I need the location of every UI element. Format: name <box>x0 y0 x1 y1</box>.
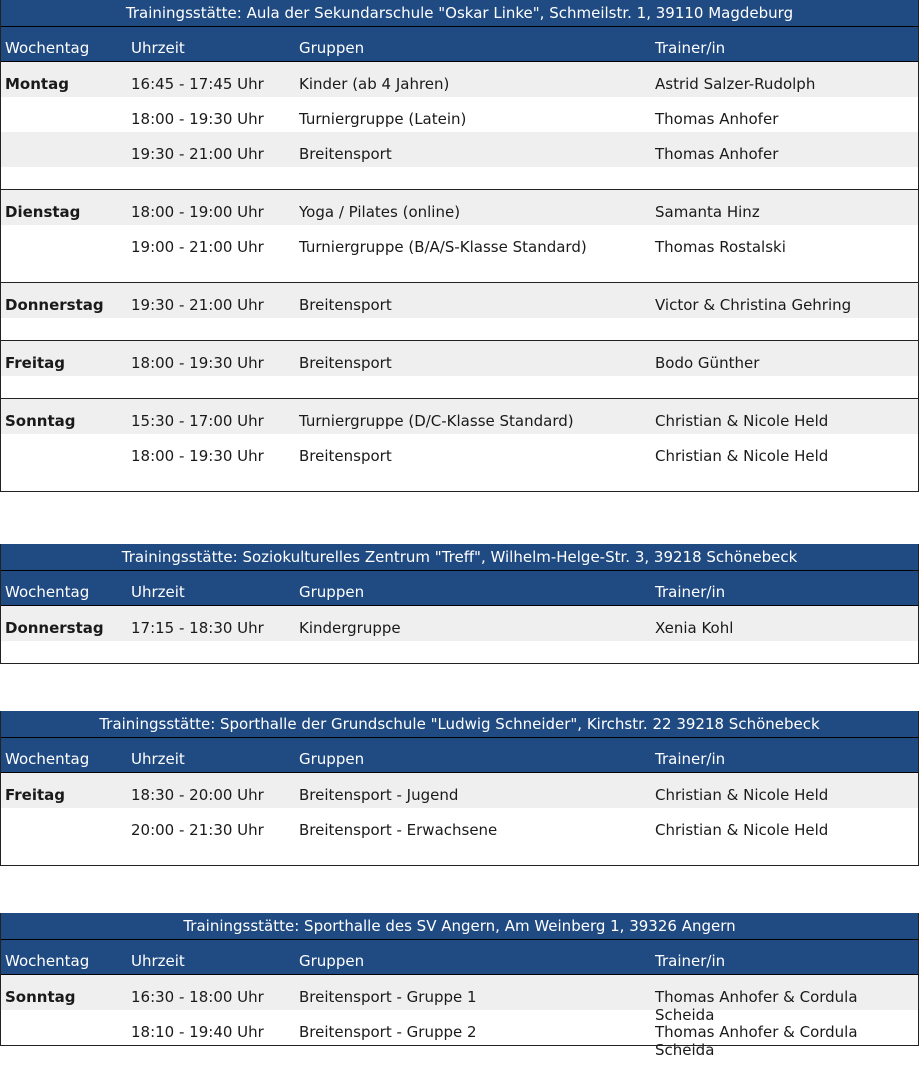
table-row <box>1 606 918 641</box>
row-spacer <box>1 843 918 865</box>
time-cell: 18:30 - 20:00 Uhr <box>131 786 264 804</box>
table-row <box>1 189 918 225</box>
row-spacer <box>1 260 918 282</box>
group-cell: Breitensport - Jugend <box>299 786 459 804</box>
col-time-header: Uhrzeit <box>131 583 185 601</box>
time-cell: 19:30 - 21:00 Uhr <box>131 145 264 163</box>
col-group-header: Gruppen <box>299 952 365 970</box>
table-header <box>1 571 918 606</box>
day-cell: Donnerstag <box>5 296 104 314</box>
trainer-cell: Thomas Anhofer <box>655 145 779 163</box>
time-cell: 15:30 - 17:00 Uhr <box>131 412 264 430</box>
group-cell: Turniergruppe (B/A/S-Klasse Standard) <box>299 238 587 256</box>
group-cell: Yoga / Pilates (online) <box>299 203 461 221</box>
row-spacer <box>1 641 918 663</box>
col-day-header: Wochentag <box>5 39 90 57</box>
day-cell: Dienstag <box>5 203 81 221</box>
table-row <box>1 282 918 318</box>
col-trainer-header: Trainer/in <box>655 39 726 57</box>
trainer-cell: Thomas Rostalski <box>655 238 786 256</box>
col-group-header: Gruppen <box>299 39 365 57</box>
col-time-header: Uhrzeit <box>131 39 185 57</box>
day-cell: Montag <box>5 75 69 93</box>
table-row <box>1 97 918 132</box>
col-time-header: Uhrzeit <box>131 750 185 768</box>
col-trainer-header: Trainer/in <box>655 952 726 970</box>
time-cell: 18:00 - 19:30 Uhr <box>131 354 264 372</box>
table-row <box>1 225 918 260</box>
group-cell: Turniergruppe (D/C-Klasse Standard) <box>299 412 574 430</box>
col-day-header: Wochentag <box>5 750 90 768</box>
group-cell: Kindergruppe <box>299 619 401 637</box>
trainer-cell: Christian & Nicole Held <box>655 786 829 804</box>
time-cell: 16:45 - 17:45 Uhr <box>131 75 264 93</box>
venue-title: Trainingsstätte: Soziokulturelles Zentrum "Treff", Wilhelm-Helge-Str. 3, 39218 Schönebeck <box>1 544 918 571</box>
day-cell: Sonntag <box>5 412 76 430</box>
trainer-cell: Xenia Kohl <box>655 619 734 637</box>
group-cell: Turniergruppe (Latein) <box>299 110 467 128</box>
row-spacer <box>1 376 918 398</box>
trainer-cell: Christian & Nicole Held <box>655 821 829 839</box>
row-spacer <box>1 469 918 491</box>
day-cell: Donnerstag <box>5 619 104 637</box>
group-cell: Breitensport - Gruppe 2 <box>299 1023 477 1041</box>
table-row <box>1 340 918 376</box>
col-trainer-header: Trainer/in <box>655 583 726 601</box>
trainer-cell: Victor & Christina Gehring <box>655 296 852 314</box>
col-day-header: Wochentag <box>5 952 90 970</box>
col-group-header: Gruppen <box>299 583 365 601</box>
table-header <box>1 27 918 62</box>
row-spacer <box>1 318 918 340</box>
table-row <box>1 975 918 1024</box>
time-cell: 18:00 - 19:30 Uhr <box>131 447 264 465</box>
time-cell: 17:15 - 18:30 Uhr <box>131 619 264 637</box>
trainer-cell: Christian & Nicole Held <box>655 447 829 465</box>
table-row <box>1 62 918 97</box>
day-cell: Freitag <box>5 786 66 804</box>
table-row <box>1 808 918 843</box>
venue-title: Trainingsstätte: Sporthalle der Grundschule "Ludwig Schneider", Kirchstr. 22 39218 Schönebeck <box>1 711 918 738</box>
time-cell: 19:30 - 21:00 Uhr <box>131 296 264 314</box>
venue-table-2 <box>0 544 919 664</box>
table-row <box>1 434 918 469</box>
venue-title: Trainingsstätte: Sporthalle des SV Angern, Am Weinberg 1, 39326 Angern <box>1 913 918 940</box>
trainer-cell: Astrid Salzer-Rudolph <box>655 75 816 93</box>
time-cell: 18:10 - 19:40 Uhr <box>131 1023 264 1041</box>
time-cell: 19:00 - 21:00 Uhr <box>131 238 264 256</box>
group-cell: Kinder (ab 4 Jahren) <box>299 75 450 93</box>
time-cell: 18:00 - 19:00 Uhr <box>131 203 264 221</box>
venue-table-4 <box>0 913 919 1059</box>
table-row <box>1 132 918 167</box>
trainer-cell: Bodo Günther <box>655 354 760 372</box>
group-cell: Breitensport - Gruppe 1 <box>299 988 477 1006</box>
table-header <box>1 738 918 773</box>
col-group-header: Gruppen <box>299 750 365 768</box>
row-spacer <box>1 167 918 189</box>
time-cell: 18:00 - 19:30 Uhr <box>131 110 264 128</box>
venue-title: Trainingsstätte: Aula der Sekundarschule "Oskar Linke", Schmeilstr. 1, 39110 Magdeburg <box>1 0 918 27</box>
trainer-cell: Christian & Nicole Held <box>655 412 829 430</box>
group-cell: Breitensport <box>299 354 392 372</box>
group-cell: Breitensport <box>299 447 392 465</box>
table-row <box>1 398 918 434</box>
col-day-header: Wochentag <box>5 583 90 601</box>
group-cell: Breitensport <box>299 296 392 314</box>
table-row <box>1 1010 918 1059</box>
venue-table-1 <box>0 0 919 492</box>
table-row <box>1 773 918 808</box>
group-cell: Breitensport <box>299 145 392 163</box>
time-cell: 16:30 - 18:00 Uhr <box>131 988 264 1006</box>
time-cell: 20:00 - 21:30 Uhr <box>131 821 264 839</box>
day-cell: Sonntag <box>5 988 76 1006</box>
trainer-cell: Samanta Hinz <box>655 203 760 221</box>
trainer-cell: Thomas Anhofer & Cordula Scheida <box>655 988 858 1024</box>
trainer-cell: Thomas Anhofer <box>655 110 779 128</box>
col-time-header: Uhrzeit <box>131 952 185 970</box>
venue-table-3 <box>0 711 919 866</box>
table-header <box>1 940 918 975</box>
group-cell: Breitensport - Erwachsene <box>299 821 498 839</box>
col-trainer-header: Trainer/in <box>655 750 726 768</box>
trainer-cell: Thomas Anhofer & Cordula Scheida <box>655 1023 858 1059</box>
day-cell: Freitag <box>5 354 66 372</box>
